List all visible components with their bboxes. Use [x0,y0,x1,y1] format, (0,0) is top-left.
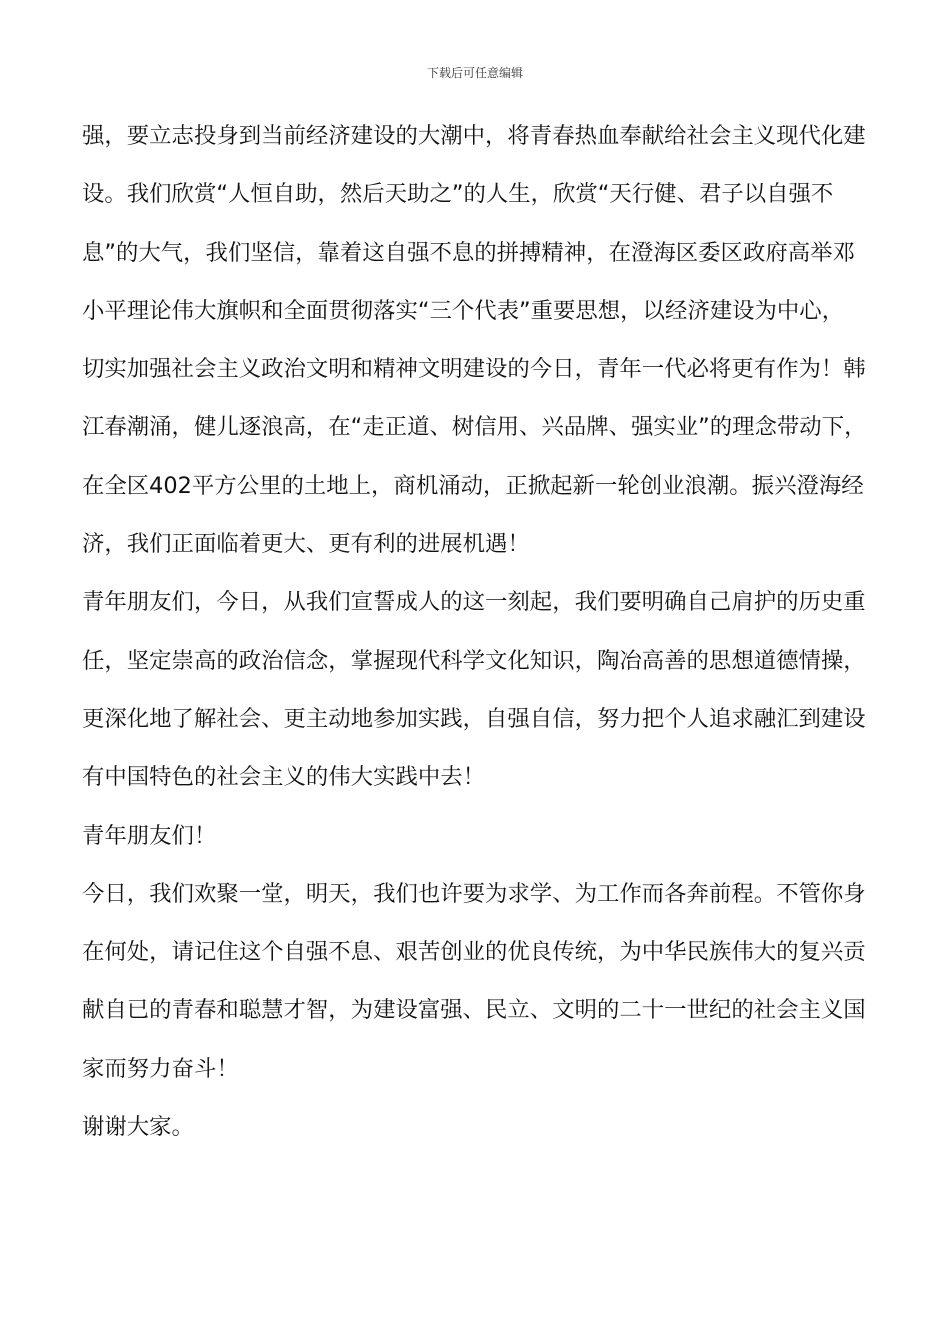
text-line: 献自已的青春和聪慧才智，为建设富强、民立、文明的二十一世纪的社会主义国 [82,997,866,1024]
text-line: 在全区402平方公里的土地上，商机涌动，正掀起新一轮创业浪潮。振兴澄海经 [82,472,864,499]
text-line: 任，坚定崇高的政治信念，掌握现代科学文化知识，陶冶高善的思想道德情操， [82,647,866,674]
text-line: 强，要立志投身到当前经济建设的大潮中，将青春热血奉献给社会主义现代化建 [82,123,866,149]
text-line: 设。我们欣赏“人恒自助，然后天助之”的人生，欣赏“天行健、君子以自强不 [82,181,834,208]
document-body [82,116,880,1165]
text-line: 江春潮涌，健儿逐浪高，在“走正道、树信用、兴品牌、强实业”的理念带动下， [82,414,867,441]
text-line: 青年朋友们！ [82,822,217,849]
text-line: 今日，我们欢聚一堂，明天，我们也许要为求学、为工作而各奔前程。不管你身 [82,880,866,907]
text-line: 切实加强社会主义政治文明和精神文明建设的今日，青年一代必将更有作为！韩 [82,356,866,383]
text-line: 更深化地了解社会、更主动地参加实践，自强自信，努力把个人追求融汇到建设 [82,705,866,732]
text-line: 谢谢大家。 [82,1114,194,1141]
text-line: 息”的大气，我们坚信，靠着这自强不息的拼搏精神，在澄海区委区政府高举邓 [82,239,855,266]
text-line: 小平理论伟大旗帜和全面贯彻落实“三个代表”重要思想，以经济建设为中心， [82,297,845,324]
text-line: 青年朋友们，今日，从我们宣誓成人的这一刻起，我们要明确自己肩护的历史重 [82,589,866,616]
text-line: 家而努力奋斗！ [82,1055,239,1082]
text-line: 在何处，请记住这个自强不息、艰苦创业的优良传统，为中华民族伟大的复兴贡 [82,939,866,966]
text-line: 有中国特色的社会主义的伟大实践中去！ [82,764,486,791]
page-header: 下载后可任意编辑 [426,66,523,80]
text-line: 济，我们正面临着更大、更有利的进展机遇！ [82,531,530,558]
